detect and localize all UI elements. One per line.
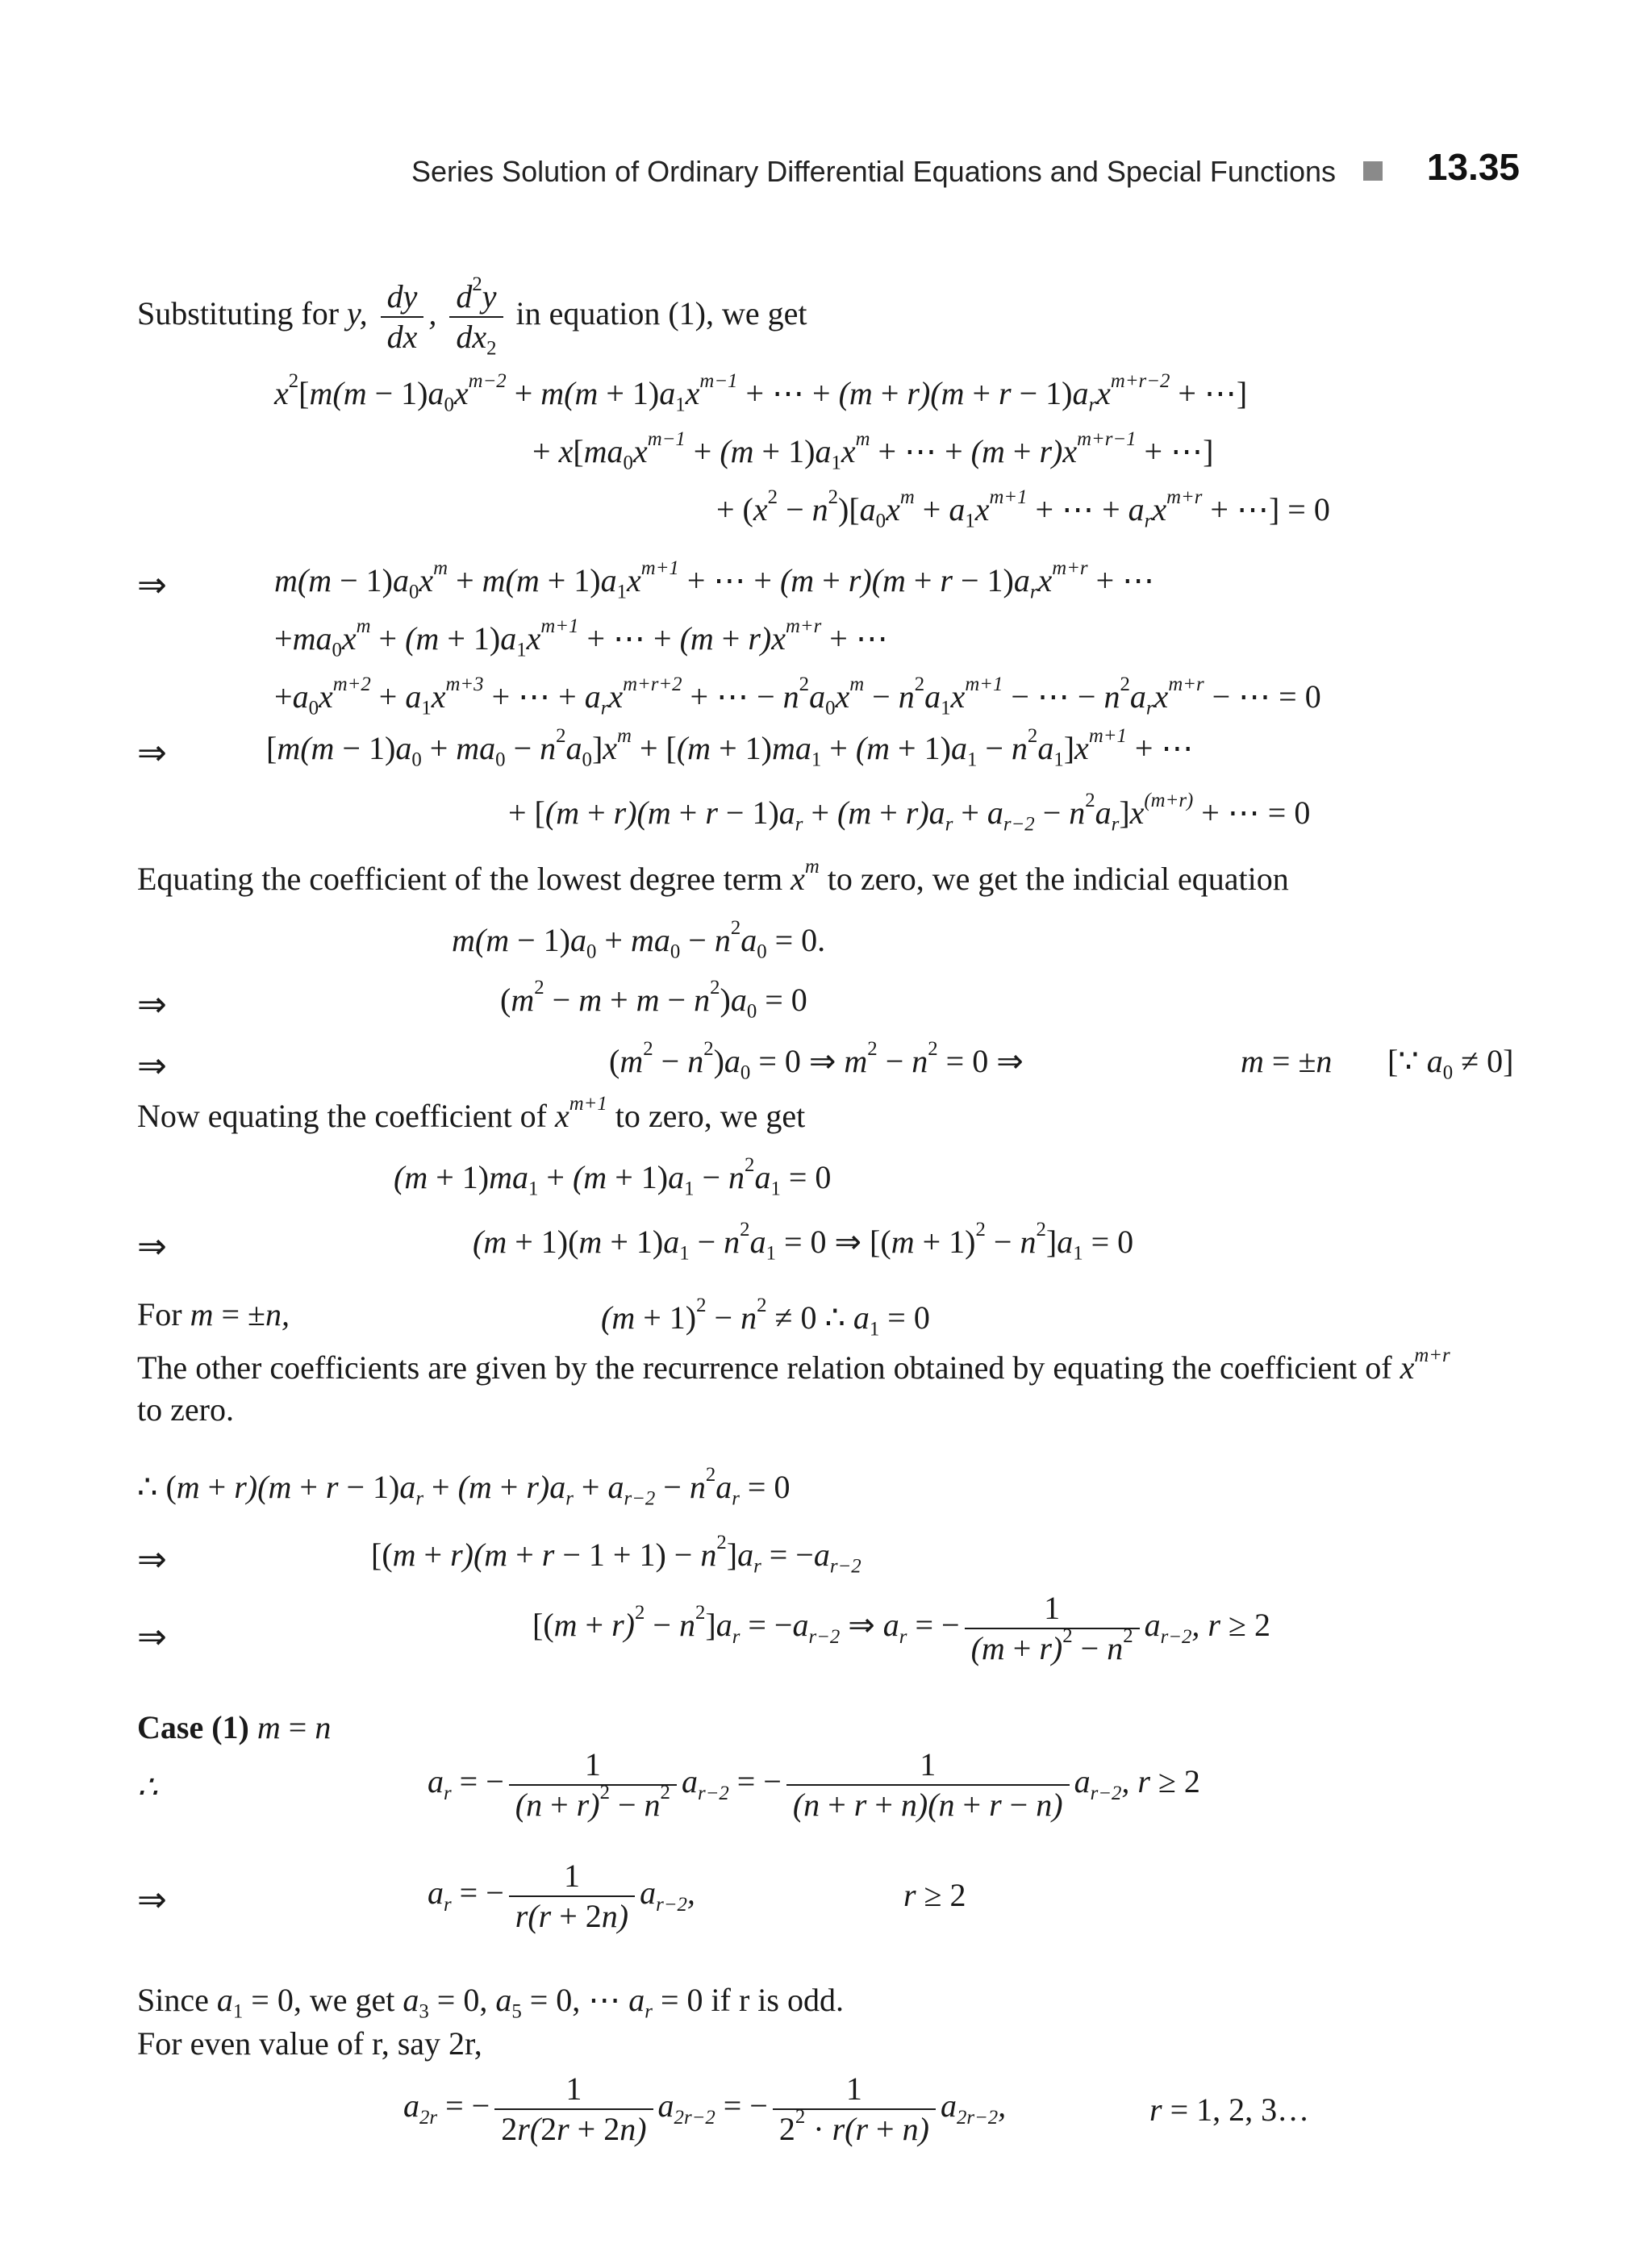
equation-substituted-2: + $x[ma_0x^{m-1} + (m + 1)a_1x^m$ + ⋯ + $(m + r)x^{m+r-1}$ + ⋯] bbox=[532, 427, 1214, 474]
page-number: 13.35 bbox=[1426, 146, 1520, 188]
implies-symbol: ⇒ bbox=[137, 1539, 167, 1580]
coefficient-m1-equation: $(m + 1)ma_1 + (m + 1)a_1 - n^2a_1 = 0$ bbox=[394, 1153, 832, 1200]
a1-zero-condition: $(m + 1)^2 - n^2 \ne 0$ ∴ $a_1 = 0$ bbox=[601, 1294, 930, 1341]
implies-symbol: ⇒ bbox=[137, 1226, 167, 1267]
now-equating-line: Now equating the coefficient of $x^{m+1}$ to zero, we get bbox=[137, 1092, 806, 1134]
case-1-formula-2: $a_r$ = − $\frac{1}{r(r + 2n)}$ $a_{r-2}$, bbox=[428, 1858, 695, 1934]
since-line: Since $a_1 = 0$, we get $a_3 = 0$, $a_5 = 0$, ⋯ $a_r = 0$ if r is odd. bbox=[137, 1982, 844, 2023]
equation-substituted-3: + $(x^2 - n^2)[a_0x^m + a_1x^{m+1}$ + ⋯ + $a_rx^{m+r}$ + ⋯] = 0 bbox=[716, 486, 1330, 532]
therefore-symbol: ∴ bbox=[137, 1769, 158, 1805]
indicial-step-2: $(m^2 - n^2)a_0 = 0$ ⇒ $m^2 - n^2 = 0$ ⇒ bbox=[609, 1037, 1024, 1084]
other-coefficients-line: The other coefficients are given by the recurrence relation obtained by equating the coefficient of $x^{m+r}$ bbox=[137, 1344, 1450, 1386]
implies-symbol: ⇒ bbox=[137, 732, 167, 774]
recurrence-step-1: $[(m + r)(m + r - 1 + 1) - n^2]a_r = -a_{r-2}$ bbox=[371, 1531, 861, 1578]
case-1-formula-1: $a_r$ = − $\frac{1}{(n + r)^2 - n^2}$ $a_{r-2}$ = − $\frac{1}{(n + r + n)(n + r - n)}$ $a_{r-2}$, r ≥ 2 bbox=[428, 1746, 1200, 1823]
equation-substituted-1: $x^2[m(m - 1)a_0x^{m-2} + m(m + 1)a_1x^{m-1}$ + ⋯ + $(m + r)(m + r - 1)a_rx^{m+r-2}$ + ⋯] bbox=[274, 369, 1248, 416]
recurrence-step-2: $[(m + r)^2 - n^2]a_r = -a_{r-2}$ ⇒ $a_r$ = − $\frac{1}{(m + r)^2 - n^2}$ $a_{r-2}$, r ≥ 2 bbox=[532, 1590, 1270, 1666]
for-even-line: For even value of r, say 2r, bbox=[137, 2025, 482, 2062]
indicial-roots: m = ±n bbox=[1241, 1043, 1333, 1079]
implies-symbol: ⇒ bbox=[137, 984, 167, 1025]
case-1-condition: r ≥ 2 bbox=[903, 1877, 966, 1913]
implies-symbol: ⇒ bbox=[137, 1616, 167, 1658]
substituting-line: Substituting for y, $\frac{dy}{dx}$ , $\frac{d^2y}{dx_2}$ in equation (1), we get bbox=[137, 273, 807, 360]
indicial-equation: $m(m - 1)a_0 + ma_0 - n^2a_0 = 0$. bbox=[452, 916, 826, 963]
recurrence-equation: ∴ $(m + r)(m + r - 1)a_r + (m + r)a_r + a_{r-2} - n^2a_r = 0$ bbox=[137, 1463, 791, 1510]
implies-symbol: ⇒ bbox=[137, 1045, 167, 1086]
header-square-icon bbox=[1363, 161, 1383, 181]
even-coefficient-range: r = 1, 2, 3… bbox=[1149, 2091, 1310, 2128]
implies-symbol: ⇒ bbox=[137, 1879, 167, 1920]
indicial-condition: [∵ $a_0 \ne 0$] bbox=[1387, 1043, 1514, 1084]
coefficient-m1-step: $(m + 1)(m + 1)a_1 - n^2a_1 = 0$ ⇒ $[(m + 1)^2 - n^2]a_1 = 0$ bbox=[473, 1218, 1134, 1265]
equation-expanded-2: $+ma_0x^m + (m + 1)a_1x^{m+1}$ + ⋯ + $(m + r)x^{m+r}$ + ⋯ bbox=[274, 615, 888, 661]
even-coefficient-formula: $a_{2r}$ = − $\frac{1}{2r(2r + 2n)}$ $a_{2r-2}$ = − $\frac{1}{2^2 \cdot r(r + n)}$ $a_{2r-2}$, bbox=[403, 2070, 1007, 2147]
case-1-line: Case (1) m = n bbox=[137, 1709, 332, 1745]
running-header bbox=[0, 144, 1652, 192]
for-m-line: For m = ±n, bbox=[137, 1296, 290, 1332]
indicial-step-1: $(m^2 - m + m - n^2)a_0 = 0$ bbox=[500, 976, 807, 1023]
equating-lowest-line: Equating the coefficient of the lowest degree term $x^m$ to zero, we get the indicial equation bbox=[137, 855, 1289, 897]
equation-expanded-3: $+a_0x^{m+2} + a_1x^{m+3}$ + ⋯ + $a_rx^{m+r+2}$ + ⋯ − $n^2a_0x^m - n^2a_1x^{m+1}$ − ⋯ − $n^2a_rx^{m+r}$ − ⋯ = 0 bbox=[274, 673, 1321, 719]
equation-collected-1: $[m(m - 1)a_0 + ma_0 - n^2a_0]x^m + [(m + 1)ma_1 + (m + 1)a_1 - n^2a_1]x^{m+1}$ + ⋯ bbox=[266, 724, 1194, 771]
implies-symbol: ⇒ bbox=[137, 565, 167, 606]
to-zero-line: to zero. bbox=[137, 1391, 234, 1428]
equation-collected-2: + $[(m + r)(m + r - 1)a_r + (m + r)a_r + a_{r-2} - n^2a_r]x^{(m+r)}$ + ⋯ = 0 bbox=[508, 789, 1311, 836]
equation-expanded-1: $m(m - 1)a_0x^m + m(m + 1)a_1x^{m+1}$ + ⋯ + $(m + r)(m + r - 1)a_rx^{m+r}$ + ⋯ bbox=[274, 557, 1155, 603]
running-title: Series Solution of Ordinary Differential Equations and Special Functions bbox=[411, 155, 1336, 188]
